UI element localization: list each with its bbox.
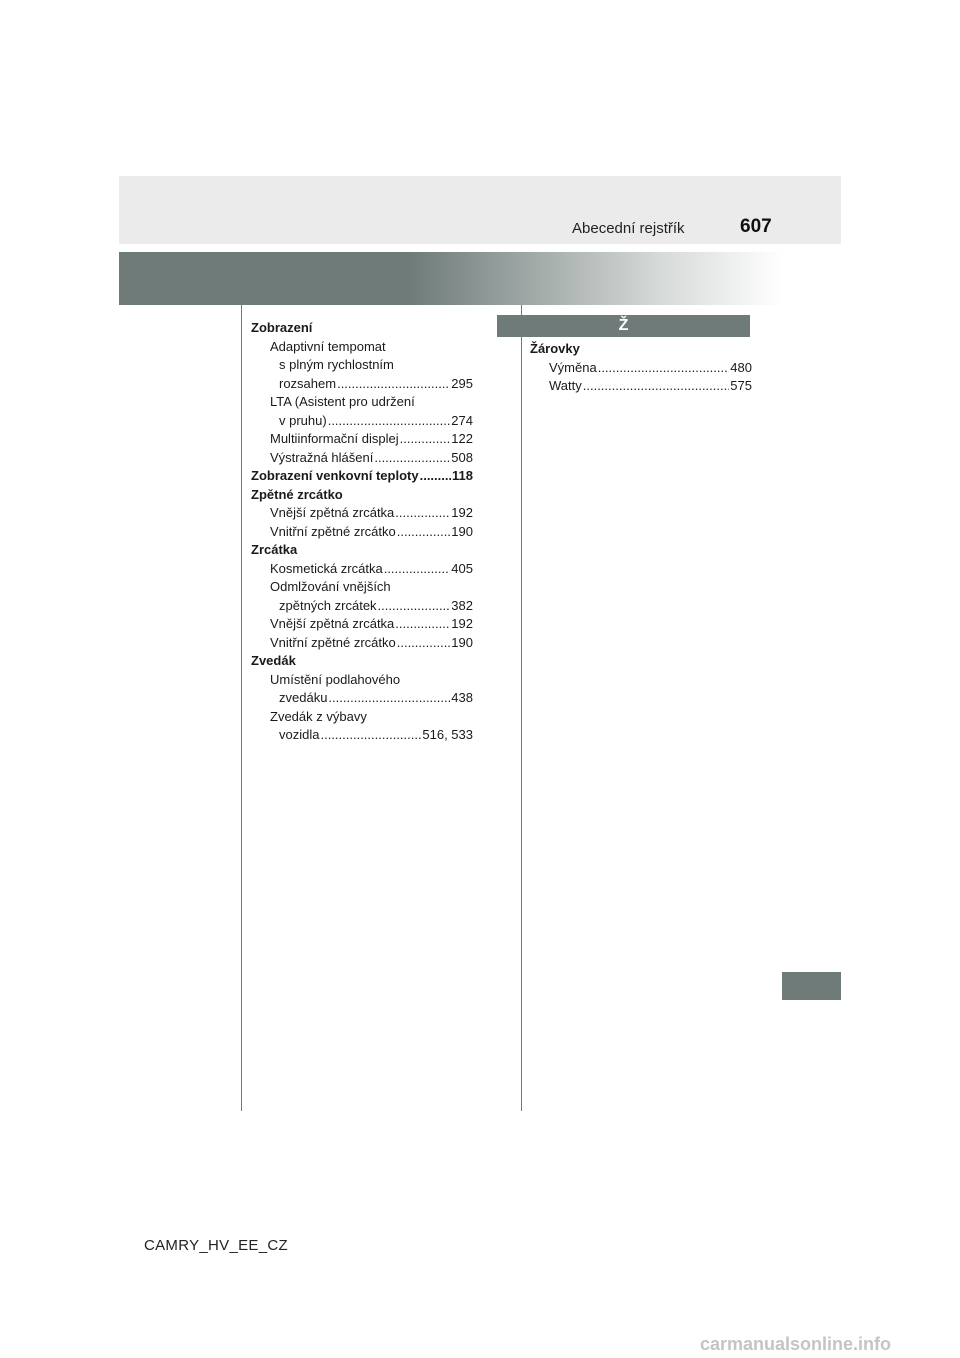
entry-text: vozidla <box>279 727 320 742</box>
index-entry <box>251 671 473 690</box>
index-entry[interactable] <box>251 449 473 468</box>
right-index-column <box>530 340 752 396</box>
entry-page-number[interactable]: 118 <box>452 468 473 483</box>
entry-page-number[interactable]: 190 <box>451 634 473 650</box>
entry-page-number[interactable]: 190 <box>451 523 473 539</box>
index-entry[interactable] <box>251 560 473 579</box>
section-title: Abecední rejstřík <box>572 220 685 237</box>
entry-text: v pruhu) <box>279 412 327 428</box>
footer-model-code: CAMRY_HV_EE_CZ <box>144 1237 288 1254</box>
index-entry <box>530 340 752 359</box>
entry-text: Výměna <box>549 359 597 375</box>
entry-text: Výstražná hlášení <box>270 449 374 465</box>
index-entry <box>251 319 473 338</box>
entry-text: Vnější zpětná zrcátka <box>270 505 395 520</box>
leader-dots <box>400 430 451 449</box>
entry-text: Vnitřní zpětné zrcátko <box>270 523 396 539</box>
chapter-thumb-tab[interactable] <box>782 972 841 1000</box>
index-entry[interactable] <box>530 377 752 396</box>
leader-dots <box>420 467 451 486</box>
index-entry[interactable] <box>251 375 473 394</box>
page-number: 607 <box>740 216 772 237</box>
leader-dots <box>320 726 421 745</box>
leader-dots <box>378 597 451 616</box>
index-entry <box>251 541 473 560</box>
index-entry[interactable] <box>251 467 473 486</box>
entry-text: Adaptivní tempomat <box>270 338 386 354</box>
entry-page-number[interactable]: 295 <box>451 375 473 391</box>
entry-text: Umístění podlahového <box>270 671 401 687</box>
index-entry <box>251 652 473 671</box>
entry-text: Zvedák <box>251 653 296 668</box>
leader-dots <box>374 449 450 468</box>
entry-text: Zobrazení venkovní teploty <box>251 468 419 483</box>
entry-text: Zpětné zrcátko <box>251 486 343 502</box>
entry-text: s plným rychlostním <box>279 357 394 372</box>
entry-page-number[interactable]: 438 <box>451 690 473 705</box>
leader-dots <box>395 615 450 634</box>
entry-page-number[interactable]: 575 <box>730 378 752 393</box>
index-entry <box>251 338 473 357</box>
index-entry <box>251 356 473 375</box>
entry-page-number[interactable]: 516, 533 <box>422 727 473 742</box>
entry-text: Zrcátka <box>251 542 298 557</box>
entry-page-number[interactable]: 274 <box>451 412 473 428</box>
leader-dots <box>384 560 451 579</box>
left-column-divider <box>241 305 242 1111</box>
right-column-divider <box>521 305 522 1111</box>
left-index-column <box>251 319 473 745</box>
entry-text: zvedáku <box>279 690 328 705</box>
entry-page-number[interactable]: 192 <box>451 616 473 631</box>
entry-page-number[interactable]: 122 <box>451 431 473 446</box>
entry-page-number[interactable]: 508 <box>451 449 473 465</box>
index-entry[interactable] <box>251 523 473 542</box>
leader-dots <box>328 412 451 431</box>
index-entry[interactable] <box>251 504 473 523</box>
entry-text: Zobrazení <box>251 320 313 335</box>
entry-page-number[interactable]: 480 <box>730 359 752 375</box>
index-entry[interactable] <box>251 726 473 745</box>
index-entry <box>251 393 473 412</box>
index-entry[interactable] <box>251 615 473 634</box>
index-entry[interactable] <box>251 430 473 449</box>
entry-text: Kosmetická zrcátka <box>270 560 383 576</box>
entry-text: Vnější zpětná zrcátka <box>270 616 395 631</box>
index-entry[interactable] <box>251 597 473 616</box>
leader-dots <box>583 377 730 396</box>
index-entry[interactable] <box>530 359 752 378</box>
index-entry[interactable] <box>251 634 473 653</box>
entry-page-number[interactable]: 382 <box>451 597 473 613</box>
entry-text: Zvedák z výbavy <box>270 708 367 724</box>
entry-page-number[interactable]: 192 <box>451 505 473 520</box>
leader-dots <box>397 634 451 653</box>
entry-text: rozsahem <box>279 375 337 391</box>
leader-dots <box>337 375 450 394</box>
entry-page-number[interactable]: 405 <box>451 560 473 576</box>
index-entry <box>251 486 473 505</box>
entry-text: Odmlžování vnějších <box>270 579 391 594</box>
leader-dots <box>598 359 730 378</box>
index-entry[interactable] <box>251 412 473 431</box>
index-entry <box>251 708 473 727</box>
watermark: carmanualsonline.info <box>700 1334 892 1354</box>
index-entry[interactable] <box>251 689 473 708</box>
entry-text: LTA (Asistent pro udržení <box>270 394 415 409</box>
leader-dots <box>395 504 450 523</box>
index-entry <box>251 578 473 597</box>
entry-text: Watty <box>549 378 582 393</box>
entry-text: Multiinformační displej <box>270 431 399 446</box>
letter-heading: Ž <box>497 315 750 337</box>
header-band <box>119 176 841 244</box>
gradient-band <box>119 252 841 305</box>
entry-text: zpětných zrcátek <box>279 597 377 613</box>
entry-text: Žárovky <box>530 341 580 356</box>
entry-text: Vnitřní zpětné zrcátko <box>270 634 396 650</box>
leader-dots <box>328 689 450 708</box>
leader-dots <box>397 523 451 542</box>
